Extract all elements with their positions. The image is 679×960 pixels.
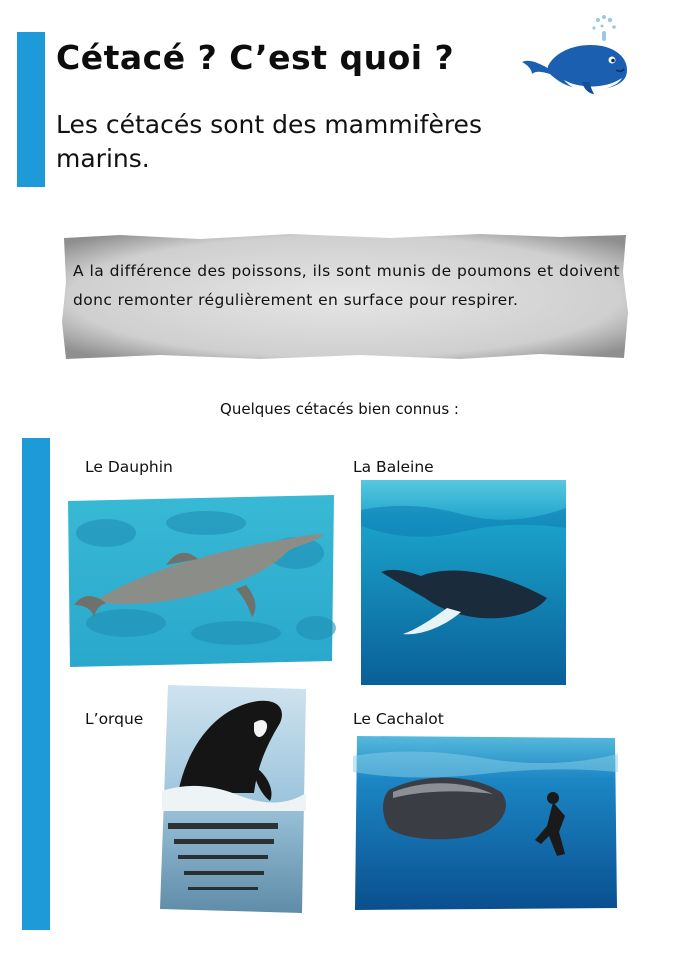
dolphin-photo [66,493,336,668]
info-note [60,232,630,362]
accent-bar-left [22,438,50,930]
page-subtitle: Les cétacés sont des mammifères marins. [56,110,482,173]
page-title: Cétacé ? C’est quoi ? [56,38,455,77]
orca-photo [158,683,308,915]
caption-orca: L’orque [85,710,144,728]
caption-whale: La Baleine [353,458,434,476]
whale-photo [361,480,566,685]
caption-sperm-whale: Le Cachalot [353,710,444,728]
sperm-whale-photo [353,732,618,912]
caption-dolphin: Le Dauphin [85,458,173,476]
whale-icon [518,14,633,96]
note-text: A la différence des poissons, ils sont munis de poumons et doivent donc remonter régulièrement en surface pour respirer. [73,262,620,309]
accent-bar-top [17,32,45,187]
section-heading: Quelques cétacés bien connus : [220,400,459,418]
